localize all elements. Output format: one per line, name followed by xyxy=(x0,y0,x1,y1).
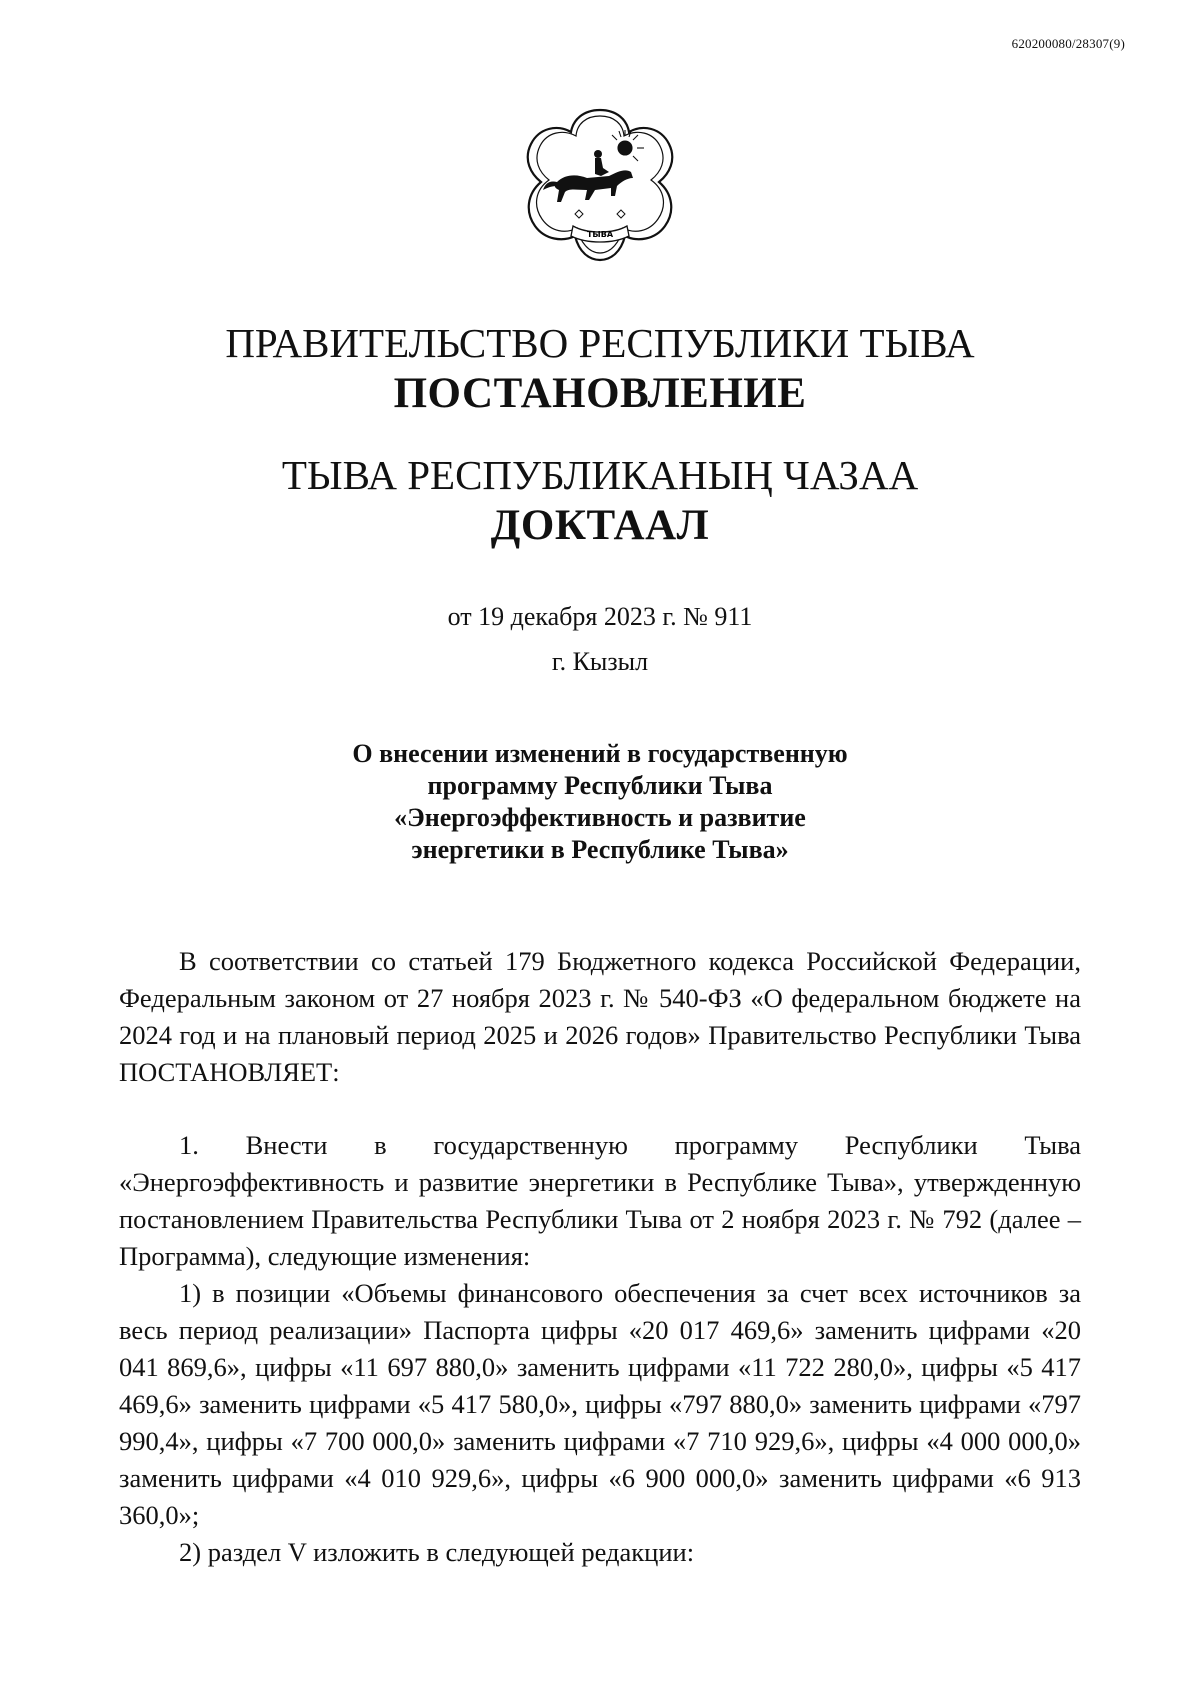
item-1-2-paragraph: 2) раздел V изложить в следующей редакции: xyxy=(179,1537,695,1567)
document-body xyxy=(119,943,1081,1571)
preamble-paragraph: В соответствии со статьей 179 Бюджетного кодекса Российской Федерации, Федеральным законом от 27 ноября 2023 г. № 540-ФЗ «О федеральном бюджете на 2024 год и на плановый период 2025 и 2026 годов» Правительство Республики Тыва ПОСТАНОВЛЯЕТ: xyxy=(119,946,1081,1087)
subject-line: О внесении изменений в государственную xyxy=(352,739,848,768)
emblem-banner-text: ТЫВА xyxy=(586,230,614,239)
document-type-tyv: ДОКТААЛ xyxy=(490,502,710,549)
subject-line: программу Республики Тыва xyxy=(427,771,773,800)
document-subject xyxy=(0,738,1200,866)
tyva-coat-of-arms-icon xyxy=(517,102,683,264)
subject-line: «Энергоэффективность и развитие xyxy=(394,803,806,832)
document-date-number: от 19 декабря 2023 г. № 911 xyxy=(447,602,753,631)
subject-line: энергетики в Республике Тыва» xyxy=(411,835,789,864)
document-id: 620200080/28307(9) xyxy=(1011,36,1125,51)
document-city: г. Кызыл xyxy=(551,647,649,676)
item-1-paragraph: 1. Внести в государственную программу Республики Тыва «Энергоэффективность и развитие энергетики в Республике Тыва», утвержденную постановлением Правительства Республики Тыва от 2 ноября 2023 г. № 792 (далее – Программа), следующие изменения: xyxy=(119,1130,1081,1271)
government-title-ru: ПРАВИТЕЛЬСТВО РЕСПУБЛИКИ ТЫВА xyxy=(225,320,975,366)
government-title-tyv: ТЫВА РЕСПУБЛИКАНЫҢ ЧАЗАА xyxy=(281,452,919,498)
document-type-ru: ПОСТАНОВЛЕНИЕ xyxy=(393,370,807,417)
item-1-1-paragraph: 1) в позиции «Объемы финансового обеспечения за счет всех источников за весь период реализации» Паспорта цифры «20 017 469,6» заменить цифрами «20 041 869,6», цифры «11 697 880,0» заменить цифрами «11 722 280,0», цифры «5 417 469,6» заменить цифрами «5 417 580,0», цифры «797 880,0» заменить цифрами «797 990,4», цифры «7 700 000,0» заменить цифрами «7 710 929,6», цифры «4 000 000,0» заменить цифрами «4 010 929,6», цифры «6 900 000,0» заменить цифрами «6 913 360,0»; xyxy=(119,1278,1081,1530)
